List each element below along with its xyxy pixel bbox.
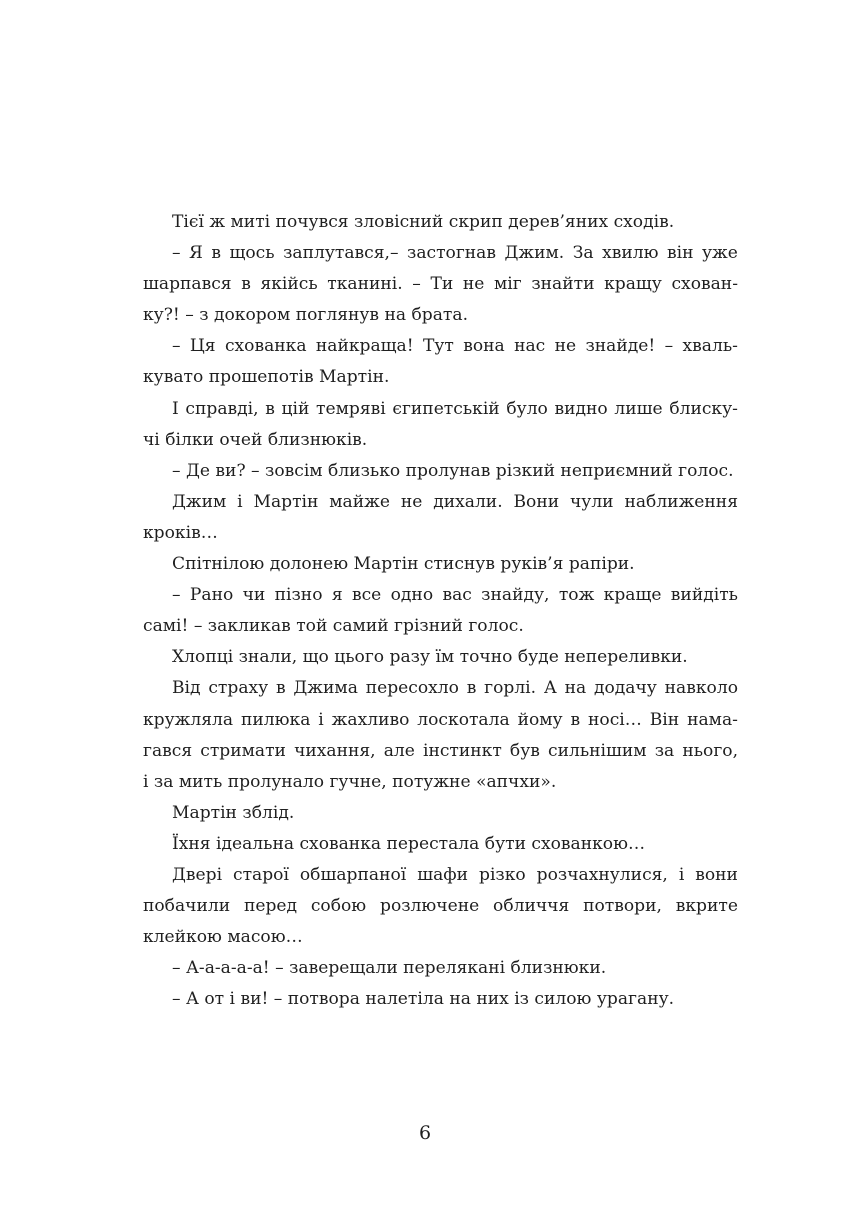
word: горлі. [484,678,537,699]
word: Він [649,709,680,730]
word: обшарпаної [299,864,407,885]
word: Вони [513,491,560,512]
text-line [143,580,738,611]
word: справді, [185,398,259,419]
word: краще [603,585,662,606]
word: одно [390,585,434,606]
word: і [678,864,685,885]
word: знайде! [585,336,656,357]
word: був [509,740,540,761]
word: застогнав [407,243,496,264]
word: було [506,398,548,419]
word: в [211,243,221,264]
word: Рано [189,585,234,606]
word: в [570,709,581,730]
word: За [572,243,594,264]
word: – [664,336,674,357]
word: вас [442,585,472,606]
word: хвилю [602,243,659,264]
word: і [237,491,243,512]
word: І [172,398,179,419]
word: Від [172,678,201,699]
text-line [143,767,738,798]
word: лише [614,398,663,419]
word: жахливо [331,709,410,730]
word: тож [558,585,595,606]
word: лоскотала [417,709,510,730]
word: шарпався [143,274,232,295]
text-line [143,984,738,1015]
word: кращу [604,274,662,295]
word: найкраща! [315,336,414,357]
word: пилюка [241,709,311,730]
line-text: кувато прошепотів Мартін. [143,367,390,388]
line-text: Тієї ж миті почувся зловісний скрип дерев’яних сходів. [172,212,675,232]
word: розчахнулися, [536,864,668,885]
text-line [143,331,738,362]
word: А [543,678,557,699]
text-line [143,425,738,456]
word: знайду, [481,585,550,606]
text-line [143,705,738,736]
word: пізно [274,585,323,606]
word: хваль- [682,336,738,357]
word: вони [695,864,738,885]
word: – [172,336,181,357]
text-line [143,456,738,487]
word: вона [463,336,505,357]
word: і [318,709,324,730]
text-line [143,394,738,425]
text-line [143,238,738,269]
word: Мартін [253,491,319,512]
word: все [351,585,382,606]
word: носі… [588,709,642,730]
word: стримати [200,740,286,761]
word: чихання, [294,740,376,761]
word: чи [242,585,266,606]
word: – [172,243,181,264]
line-text: самі! – закликав той самий грізний голос. [143,616,524,637]
word: потвори, [583,896,662,917]
word: схованка [224,336,307,357]
word: тканині. [327,274,403,295]
word: наближення [624,491,738,512]
word: нього, [682,740,738,761]
word: додачу [593,678,657,699]
text-line [143,487,738,518]
text-line [143,829,738,860]
text-line [143,736,738,767]
page-number: 6 [418,1122,432,1144]
line-text: ку?! – з докором поглянув на брата. [143,305,469,326]
line-text: Хлопці знали, що цього разу їм точно буде непереливки. [172,647,688,668]
line-text: клейкою масою… [143,927,303,948]
word: побачили [143,896,231,917]
word: Джим [172,491,227,512]
word: вкрите [675,896,738,917]
word: схован- [671,274,738,295]
body-text [143,207,738,1015]
word: знайти [531,274,595,295]
text-line [143,860,738,891]
word: сильнішим [548,740,647,761]
line-text: – Де ви? – зовсім близько пролунав різкий неприємний голос. [172,460,734,481]
word: інстинкт [422,740,502,761]
line-text: чі білки очей близнюків. [143,429,368,450]
word: навколо [664,678,738,699]
word: гався [143,740,193,761]
word: видно [554,398,608,419]
word: в [276,678,286,699]
word: перед [243,896,298,917]
word: вийдіть [670,585,738,606]
word: на [564,678,587,699]
line-text: – А от і ви! – потвора налетіла на них із силою урагану. [172,989,675,1010]
word: страху [208,678,269,699]
word: за [654,740,675,761]
word: заплутався,– [283,243,399,264]
line-text: і за мить пролунало гучне, потужне «апчхи». [143,771,557,792]
text-line [143,673,738,704]
word: не [400,491,423,512]
word: не [554,336,577,357]
word: Ця [189,336,216,357]
text-line [143,300,738,331]
word: якійсь [260,274,318,295]
word: нама- [687,709,738,730]
line-text: Їхня ідеальна схованка перестала бути схованкою… [172,833,646,854]
word: темряві [316,398,386,419]
word: блиску- [669,398,738,419]
word: єгипетській [392,398,500,419]
text-line [143,207,738,238]
word: Джим. [504,243,565,264]
word: чули [569,491,614,512]
word: уже [701,243,738,264]
word: Двері [172,864,223,885]
word: пересохло [365,678,459,699]
word: в [265,398,275,419]
word: нас [514,336,546,357]
word: в [466,678,477,699]
word: йому [517,709,563,730]
word: шафи [417,864,469,885]
text-line [143,611,738,642]
line-text: – А-а-а-а-а! – заверещали перелякані близнюки. [172,958,607,979]
word: Я [189,243,203,264]
word: – [172,585,181,606]
word: Ти [430,274,454,295]
word: цій [281,398,310,419]
line-text: Мартін зблід. [172,802,295,823]
word: Тут [422,336,454,357]
word: Джима [293,678,358,699]
line-text: Спітнілою долонею Мартін стиснув руків’я рапіри. [172,554,635,575]
word: не [462,274,485,295]
word: розлючене [380,896,480,917]
word: собою [310,896,367,917]
word: кружляла [143,709,234,730]
text-line [143,518,738,549]
word: майже [329,491,390,512]
word: обличчя [493,896,570,917]
text-line [143,891,738,922]
text-line [143,798,738,829]
text-line [143,642,738,673]
text-line [143,269,738,300]
word: щось [229,243,275,264]
word: в [241,274,251,295]
word: міг [493,274,522,295]
text-line [143,922,738,953]
text-line [143,549,738,580]
text-line [143,362,738,393]
text-line [143,953,738,984]
word: різко [479,864,526,885]
word: він [667,243,694,264]
word: – [412,274,421,295]
word: дихали. [433,491,503,512]
line-text: кроків… [143,522,218,543]
word: старої [233,864,289,885]
word: але [383,740,415,761]
word: я [331,585,343,606]
